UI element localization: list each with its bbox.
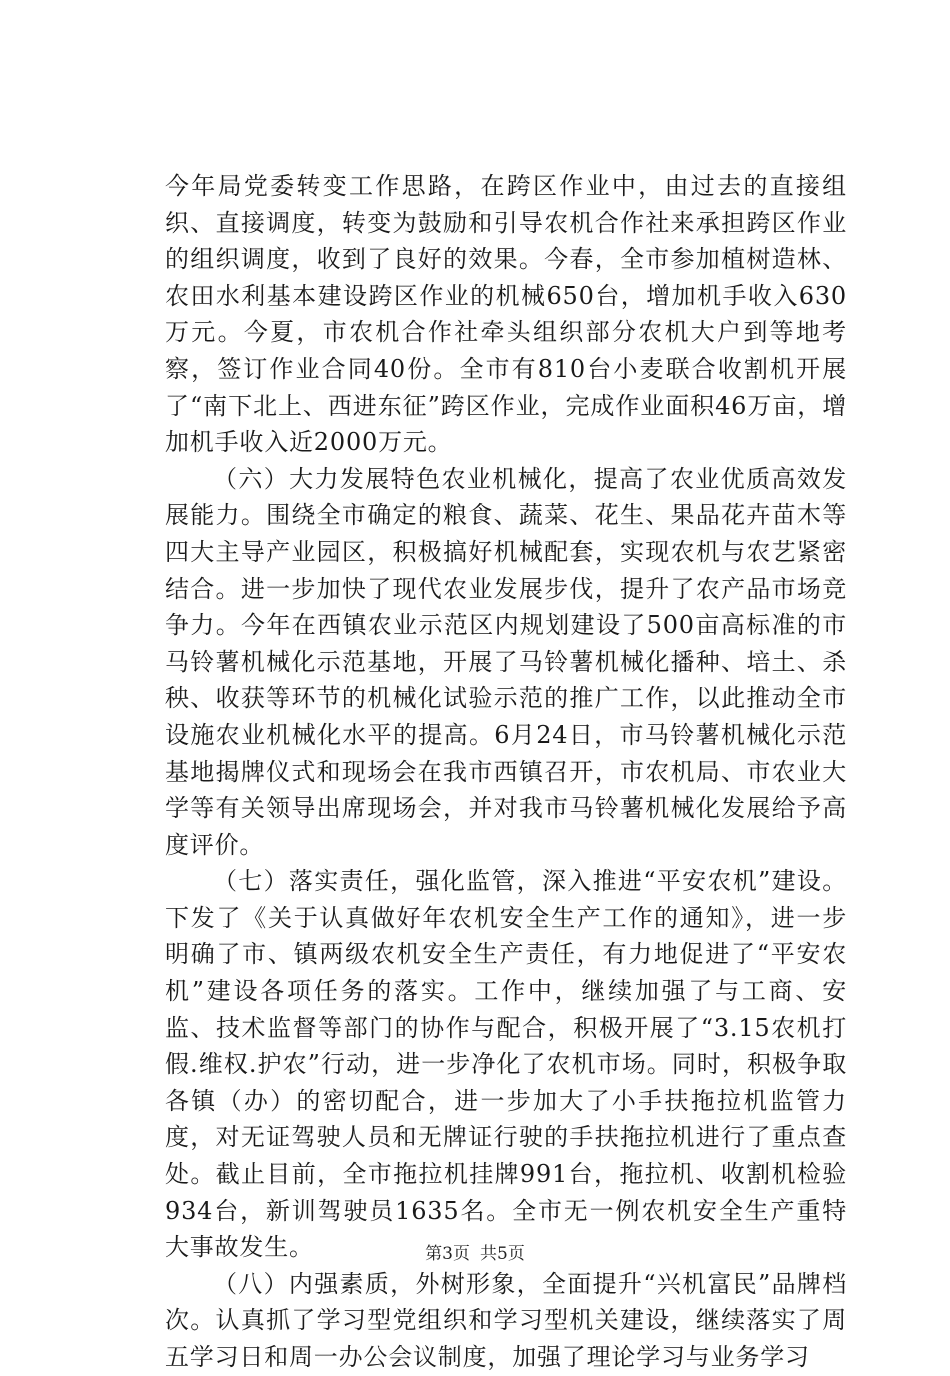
page-number: 第3页 (425, 1244, 470, 1264)
document-body (165, 168, 847, 1376)
paragraph-section-8: （八）内强素质，外树形象，全面提升“兴机富民”品牌档次。认真抓了学习型党组织和学习型机关建设，继续落实了周五学习日和周一办公会议制度，加强了理论学习与业务学习 (165, 1269, 847, 1371)
page-footer (0, 1243, 950, 1265)
paragraph-section-6: （六）大力发展特色农业机械化，提高了农业优质高效发展能力。围绕全市确定的粮食、蔬菜、花生、果品花卉苗木等四大主导产业园区，积极搞好机械配套，实现农机与农艺紧密结合。进一步加快了现代农业发展步伐，提升了农产品市场竞争力。今年在西镇农业示范区内规划建设了500亩高标准的市马铃薯机械化示范基地，开展了马铃薯机械化播种、培土、杀秧、收获等环节的机械化试验示范的推广工作，以此推动全市设施农业机械化水平的提高。6月24日，市马铃薯机械化示范基地揭牌仪式和现场会在我市西镇召开，市农机局、市农业大学等有关领导出席现场会，并对我市马铃薯机械化发展给予高度评价。 (165, 464, 847, 859)
paragraph-section-7: （七）落实责任，强化监管，深入推进“平安农机”建设。下发了《关于认真做好年农机安全生产工作的通知》，进一步明确了市、镇两级农机安全生产责任，有力地促进了“平安农机”建设各项任务的落实。工作中，继续加强了与工商、安监、技术监督等部门的协作与配合，积极开展了“3.15农机打假.维权.护农”行动，进一步净化了农机市场。同时，积极争取各镇（办）的密切配合，进一步加大了小手扶拖拉机监管力度，对无证驾驶人员和无牌证行驶的手扶拖拉机进行了重点查处。截止目前，全市拖拉机挂牌991台，拖拉机、收割机检验934台，新训驾驶员1635名。全市无一例农机安全生产重特大事故发生。 (165, 867, 847, 1262)
page-total: 共5页 (480, 1244, 525, 1264)
paragraph-intro: 今年局党委转变工作思路，在跨区作业中，由过去的直接组织、直接调度，转变为鼓励和引导农机合作社来承担跨区作业的组织调度，收到了良好的效果。今春，全市参加植树造林、农田水利基本建设跨区作业的机械650台，增加机手收入630万元。今夏，市农机合作社牵头组织部分农机大户到等地考察，签订作业合同40份。全市有810台小麦联合收割机开展了“南下北上、西进东征”跨区作业，完成作业面积46万亩，增加机手收入近2000万元。 (165, 172, 847, 457)
